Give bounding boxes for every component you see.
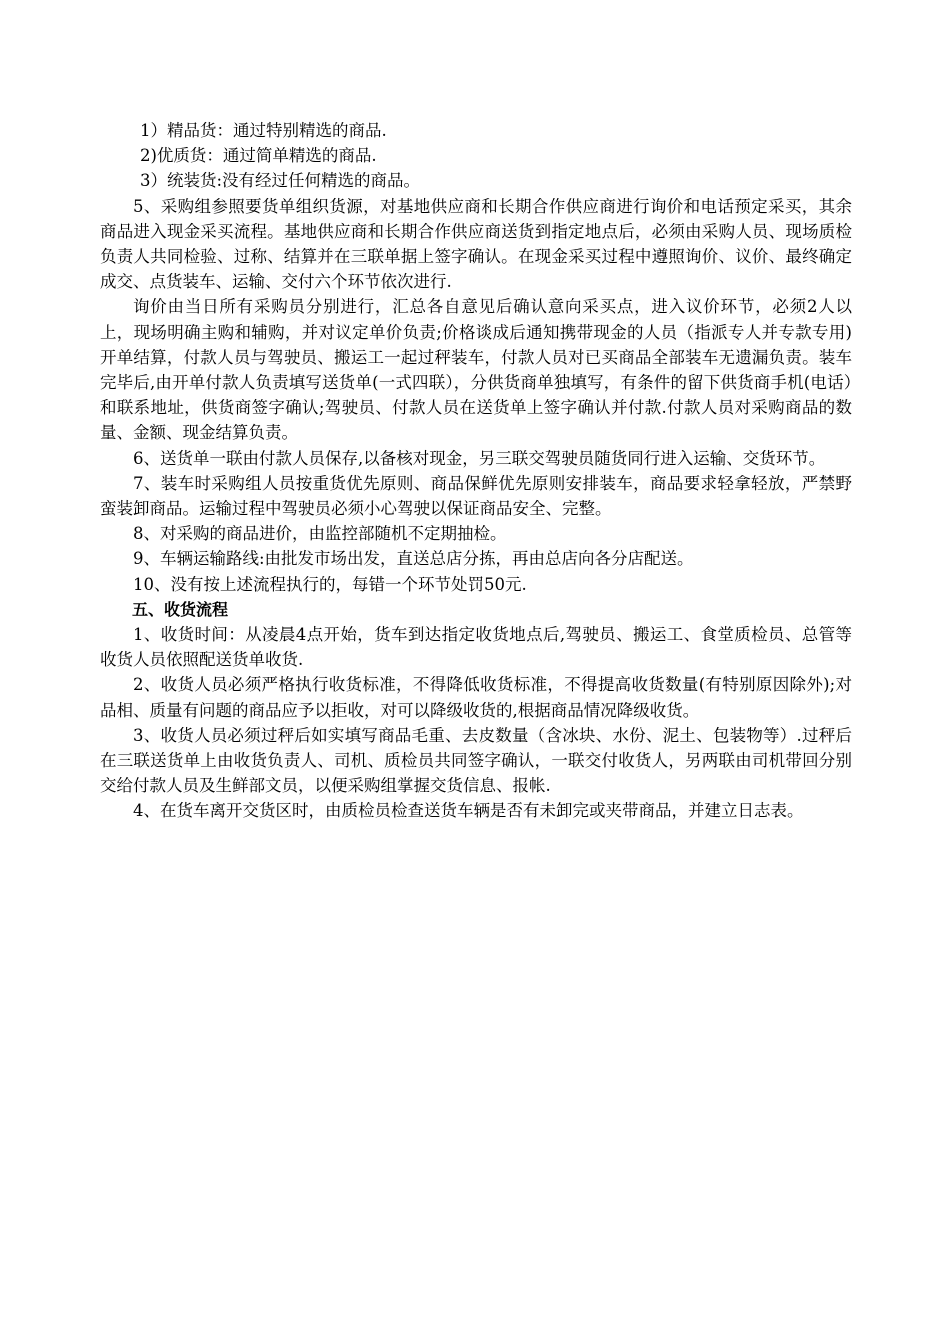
purchase-paragraph-6: 6、送货单一联由付款人员保存,以备核对现金，另三联交驾驶员随货同行进入运输、交货环节。 — [133, 448, 826, 468]
document-page — [100, 118, 852, 824]
grade-item-premium: 1）精品货：通过特别精选的商品. — [140, 121, 387, 140]
receiving-paragraph-1: 1、收货时间：从凌晨4点开始，货车到达指定收货地点后,驾驶员、搬运工、食堂质检员、总管等收货人员依照配送货单收货. — [100, 625, 852, 670]
grade-item-bulk: 3）统装货:没有经过任何精选的商品。 — [140, 171, 421, 191]
receiving-paragraph-4: 4、在货车离开交货区时，由质检员检查送货车辆是否有未卸完或夹带商品，并建立日志表。 — [133, 801, 804, 821]
purchase-paragraph-8: 8、对采购的商品进价，由监控部随机不定期抽检。 — [133, 524, 507, 544]
grade-item-quality: 2)优质货：通过简单精选的商品. — [140, 146, 377, 166]
purchase-paragraph-10: 10、没有按上述流程执行的，每错一个环节处罚50元. — [133, 574, 527, 594]
receiving-paragraph-3: 3、收货人员必须过秤后如实填写商品毛重、去皮数量（含冰块、水份、泥土、包装物等）.过秤后在三联送货单上由收货负责人、司机、质检员共同签字确认，一联交付收货人，另两联由司机带回分别交给付款人员及生鲜部文员，以便采购组掌握交货信息、报帐. — [100, 725, 852, 796]
purchase-paragraph-5: 5、采购组参照要货单组织货源，对基地供应商和长期合作供应商进行询价和电话预定采买，其余商品进入现金采买流程。基地供应商和长期合作供应商送货到指定地点后，必须由采购人员、现场质检负责人共同检验、过称、结算并在三联单据上签字确认。在现金采买过程中遵照询价、议价、最终确定成交、点货装车、运输、交付六个环节依次进行. — [100, 196, 852, 292]
purchase-paragraph-7: 7、装车时采购组人员按重货优先原则、商品保鲜优先原则安排装车，商品要求轻拿轻放，严禁野蛮装卸商品。运输过程中驾驶员必须小心驾驶以保证商品安全、完整。 — [100, 473, 852, 519]
section-heading-receiving: 五、收货流程 — [132, 599, 229, 619]
receiving-paragraph-2: 2、收货人员必须严格执行收货标准，不得降低收货标准，不得提高收货数量(有特别原因除外);对品相、质量有问题的商品应予以拒收，对可以降级收货的,根据商品情况降级收货。 — [100, 675, 852, 720]
purchase-paragraph-inquiry: 询价由当日所有采购员分别进行，汇总各自意见后确认意向采买点，进入议价环节，必须2人以上，现场明确主购和辅购，并对议定单价负责;价格谈成后通知携带现金的人员（指派专人并专款专用)开单结算，付款人员与驾驶员、搬运工一起过秤装车，付款人员对已买商品全部装车无遗漏负责。装车完毕后,由开单付款人负责填写送货单(一式四联），分供货商单独填写，有条件的留下供货商手机(电话）和联系地址，供货商签字确认;驾驶员、付款人员在送货单上签字确认并付款.付款人员对采购商品的数量、金额、现金结算负责。 — [100, 297, 852, 443]
purchase-paragraph-9: 9、车辆运输路线:由批发市场出发，直送总店分拣，再由总店向各分店配送。 — [133, 549, 694, 569]
